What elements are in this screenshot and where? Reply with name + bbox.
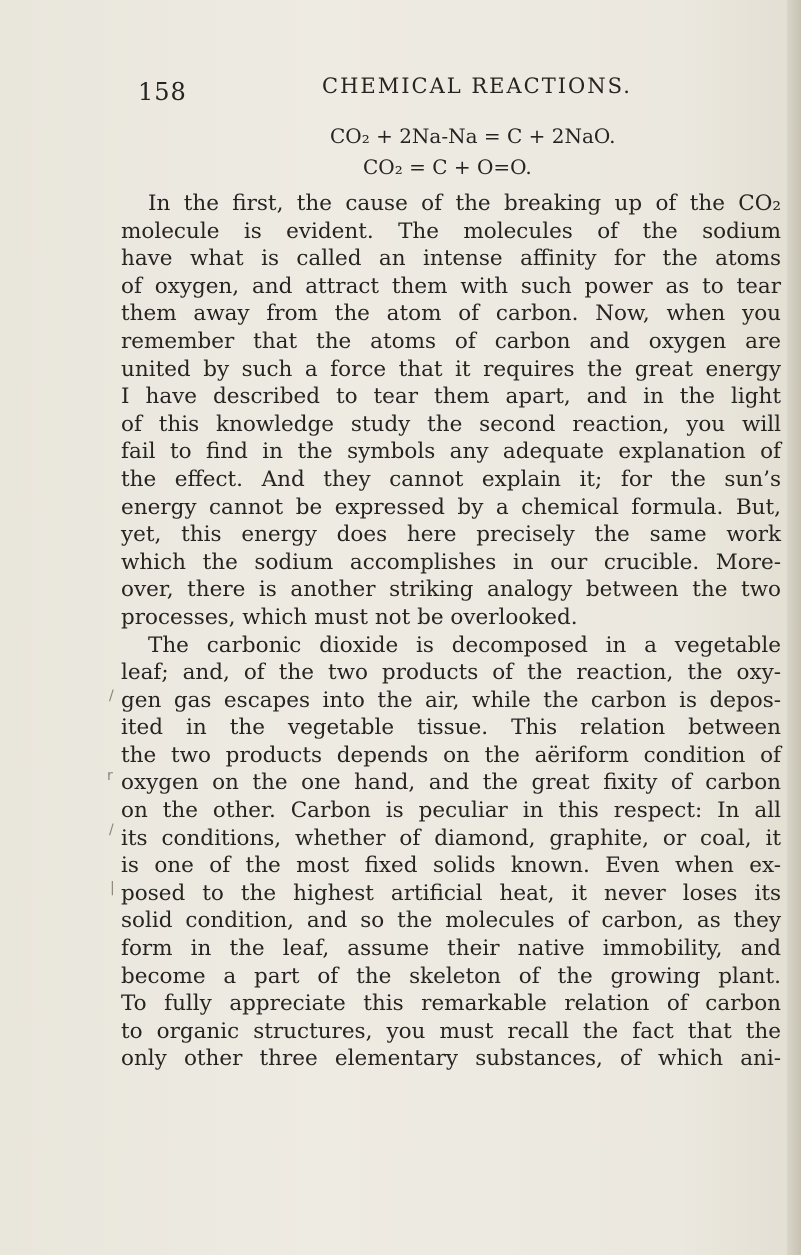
- text-line: posed to the highest artificial heat, it never loses its: [121, 880, 781, 906]
- text-line: on the other. Carbon is peculiar in this respect: In all: [121, 798, 781, 824]
- page-header: [138, 72, 632, 106]
- page-number: 158: [138, 78, 187, 106]
- text-line: I have described to tear them apart, and in the light: [121, 384, 781, 410]
- text-line: molecule is evident. The molecules of the sodium: [121, 218, 781, 244]
- text-line: gen gas escapes into the air, while the carbon is depos-: [121, 687, 781, 713]
- text-line: The carbonic dioxide is decomposed in a vegetable: [148, 632, 781, 658]
- text-line: In the first, the cause of the breaking up of the CO₂: [148, 191, 781, 216]
- equation-2: CO₂ = C + O=O.: [363, 155, 532, 179]
- text-line: of this knowledge study the second reaction, you will: [121, 411, 781, 437]
- text-line: of oxygen, and attract them with such power as to tear: [121, 273, 781, 299]
- pencil-mark: /: [109, 688, 114, 704]
- page-edge-shadow: [787, 0, 801, 1255]
- text-line: is one of the most fixed solids known. Even when ex-: [121, 853, 781, 879]
- text-line: united by such a force that it requires the great energy: [121, 356, 781, 382]
- body-text: [121, 190, 781, 1073]
- text-line: oxygen on the one hand, and the great fixity of carbon: [121, 770, 781, 796]
- text-line: yet, this energy does here precisely the same work: [121, 522, 781, 548]
- text-line: fail to find in the symbols any adequate explanation of: [121, 439, 781, 465]
- pencil-mark: /: [109, 822, 114, 838]
- text-line: ited in the vegetable tissue. This relation between: [121, 715, 781, 741]
- text-line: the effect. And they cannot explain it; for the sun’s: [121, 466, 781, 492]
- running-head-title: CHEMICAL REACTIONS.: [322, 74, 632, 98]
- text-line: leaf; and, of the two products of the reaction, the oxy-: [121, 660, 781, 686]
- text-line: remember that the atoms of carbon and oxygen are: [121, 328, 781, 354]
- text-line: to organic structures, you must recall the fact that the: [121, 1018, 781, 1044]
- text-line: become a part of the skeleton of the growing plant.: [121, 963, 781, 989]
- pencil-mark: |: [110, 880, 115, 896]
- text-line: form in the leaf, assume their native immobility, and: [121, 936, 781, 962]
- text-line: only other three elementary substances, of which ani-: [121, 1046, 781, 1072]
- text-line: To fully appreciate this remarkable relation of carbon: [121, 991, 781, 1017]
- pencil-mark: r: [107, 768, 113, 784]
- text-line: which the sodium accomplishes in our crucible. More-: [121, 549, 781, 575]
- text-line: have what is called an intense affinity for the atoms: [121, 246, 781, 272]
- text-line: solid condition, and so the molecules of carbon, as they: [121, 908, 781, 934]
- equation-1: CO₂ + 2Na-Na = C + 2NaO.: [330, 124, 616, 148]
- text-line: processes, which must not be overlooked.: [121, 604, 578, 630]
- text-line: them away from the atom of carbon. Now, when you: [121, 301, 781, 327]
- text-line: its conditions, whether of diamond, graphite, or coal, it: [121, 825, 781, 851]
- text-line: energy cannot be expressed by a chemical formula. But,: [121, 494, 781, 520]
- text-line: over, there is another striking analogy between the two: [121, 577, 781, 603]
- text-line: the two products depends on the aëriform condition of: [121, 742, 781, 768]
